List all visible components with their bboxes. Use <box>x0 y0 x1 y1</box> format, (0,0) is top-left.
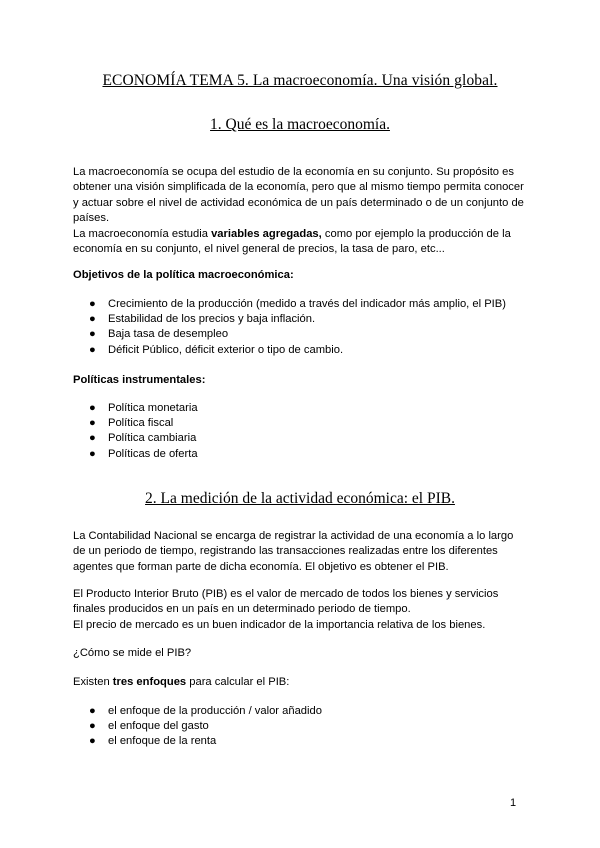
instruments-heading: Políticas instrumentales: <box>73 374 206 386</box>
bullet-icon: ● <box>89 720 96 733</box>
bullet-icon: ● <box>89 705 96 717</box>
bullet-icon: ● <box>89 417 96 430</box>
bullet-icon: ● <box>89 343 96 356</box>
objectives-list <box>89 297 529 358</box>
page-title: ECONOMÍA TEMA 5. La macroeconomía. Una visión global. <box>102 72 498 89</box>
section-1-intro <box>73 165 528 257</box>
section-2-heading: 2. La medición de la actividad económica: el PIB. <box>145 490 455 507</box>
aggregates-text-start: La macroeconomía estudia <box>73 227 212 240</box>
list-item: ● Déficit Público, déficit exterior o tipo de cambio. <box>89 343 529 358</box>
list-item: ● el enfoque de la renta <box>89 734 529 749</box>
list-item: ● Crecimiento de la producción (medido a través del indicador más amplio, el PIB) <box>89 297 529 312</box>
market-price-paragraph: El precio de mercado es un buen indicador de la importancia relativa de los bienes. <box>73 618 486 631</box>
bullet-icon: ● <box>89 313 96 326</box>
list-item: ● el enfoque del gasto <box>89 719 529 734</box>
list-item: ● Políticas de oferta <box>89 447 529 462</box>
list-item: ● Estabilidad de los precios y baja inflación. <box>89 312 529 327</box>
intro-paragraph: La macroeconomía se ocupa del estudio de la economía en su conjunto. Su propósito es obtener una visión simplificada de la economía, pero que al mismo tiempo permita conocer y actuar sobre el nivel de actividad económica de un país determinado o de un conjunto de países. <box>73 166 524 225</box>
bullet-icon: ● <box>89 328 96 341</box>
list-item: ● el enfoque de la producción / valor añadido <box>89 704 529 719</box>
aggregates-text-end: como por ejemplo la producción de la economía en su conjunto, el nivel general de precios, la tasa de paro, etc... <box>73 227 511 256</box>
pib-question: ¿Cómo se mide el PIB? <box>73 647 192 659</box>
bullet-icon: ● <box>89 402 96 414</box>
national-accounts-paragraph: La Contabilidad Nacional se encarga de registrar la actividad de una economía a lo largo de un periodo de tiempo, registrando las transacciones realizadas entre los diferentes agentes que forman parte de dicha economía. El objetivo es obtener el PIB. <box>73 530 514 573</box>
bullet-icon: ● <box>89 447 96 460</box>
bullet-icon: ● <box>89 735 96 748</box>
pib-definition <box>73 587 528 633</box>
list-item: ● Política fiscal <box>89 416 529 431</box>
approaches-list <box>89 704 529 750</box>
section-1-heading: 1. Qué es la macroeconomía. <box>210 116 390 133</box>
objectives-heading: Objetivos de la política macroeconómica: <box>73 269 294 281</box>
list-item: ● Política cambiaria <box>89 431 529 446</box>
approaches-intro: Existen tres enfoques para calcular el PIB: <box>73 676 290 688</box>
bullet-icon: ● <box>89 432 96 445</box>
aggregates-paragraph <box>73 227 528 258</box>
pib-definition-paragraph: El Producto Interior Bruto (PIB) es el valor de mercado de todos los bienes y servicios finales producidos en un país en un determinado periodo de tiempo. <box>73 588 499 616</box>
page-number: 1 <box>510 797 517 809</box>
bullet-icon: ● <box>89 298 96 310</box>
instruments-list <box>89 401 529 462</box>
list-item: ● Baja tasa de desempleo <box>89 327 529 342</box>
list-item: ● Política monetaria <box>89 401 529 416</box>
aggregates-bold: variables agregadas, <box>211 227 322 240</box>
approaches-bold: tres enfoques <box>112 676 187 688</box>
